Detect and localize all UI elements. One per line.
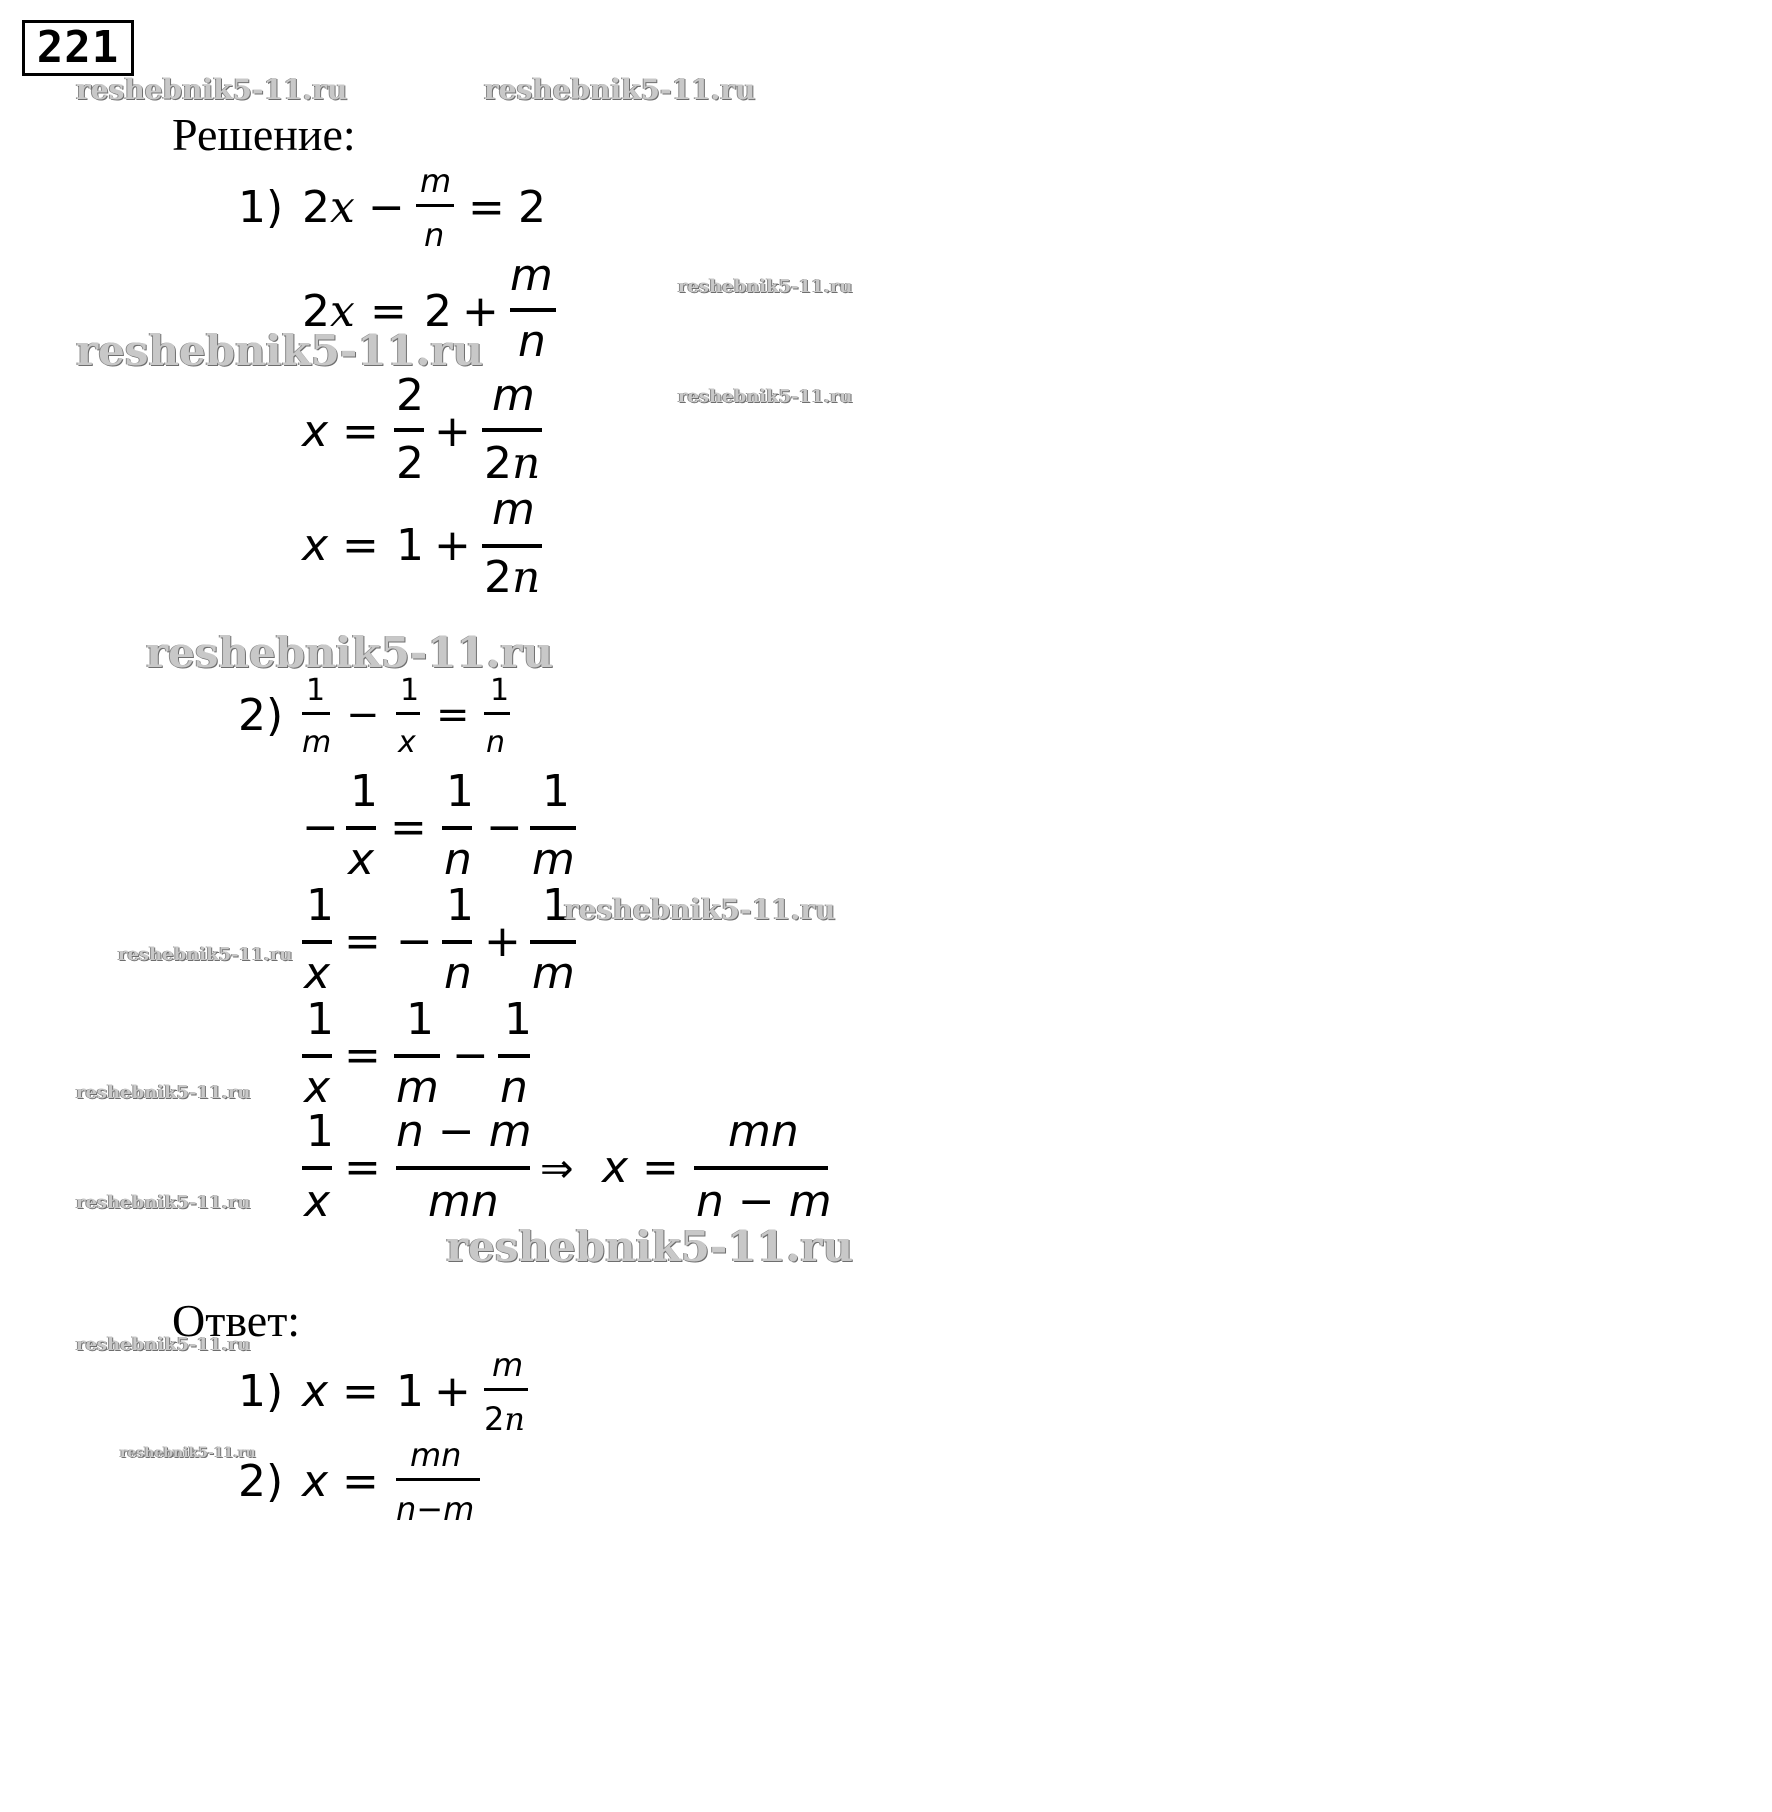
svg-text:1: 1 — [446, 766, 474, 817]
watermark: reshebnik5-11.ru — [76, 1334, 251, 1355]
svg-text:=: = — [342, 520, 379, 571]
watermark: reshebnik5-11.ru — [76, 1192, 251, 1213]
watermark: reshebnik5-11.ru — [446, 1222, 854, 1271]
eq2-line3 — [302, 880, 576, 999]
svg-text:x: x — [602, 1142, 629, 1193]
eq1-line1 — [302, 162, 546, 254]
svg-text:1: 1 — [406, 994, 434, 1045]
svg-text:x: x — [304, 1062, 331, 1113]
eq2-line4 — [302, 994, 532, 1113]
svg-text:+: + — [434, 1366, 471, 1417]
watermark: reshebnik5-11.ru — [678, 276, 853, 297]
svg-text:n: n — [444, 834, 472, 885]
answer-1 — [300, 1346, 528, 1438]
svg-text:x: x — [348, 834, 375, 885]
answer-2 — [300, 1436, 480, 1528]
svg-text:−: − — [452, 1030, 489, 1081]
svg-text:+: + — [434, 520, 471, 571]
svg-text:m: m — [532, 834, 575, 885]
watermark: reshebnik5-11.ru — [120, 1445, 256, 1461]
svg-text:n − m: n − m — [396, 1106, 532, 1157]
svg-text:2: 2 — [424, 286, 452, 337]
watermark: reshebnik5-11.ru — [146, 628, 554, 677]
svg-text:=: = — [436, 692, 470, 738]
svg-text:m: m — [492, 370, 535, 421]
svg-text:1: 1 — [542, 880, 570, 931]
svg-text:2: 2 — [396, 438, 424, 489]
watermark: reshebnik5-11.ru — [564, 893, 836, 926]
svg-text:m: m — [492, 1346, 524, 1384]
svg-text:=: = — [344, 1142, 381, 1193]
watermark: reshebnik5-11.ru — [76, 326, 484, 375]
svg-text:=: = — [344, 1030, 381, 1081]
part-1-label: 1) — [238, 182, 284, 233]
svg-text:−: − — [486, 802, 523, 853]
svg-text:+: + — [484, 916, 521, 967]
svg-text:x: x — [302, 406, 329, 457]
svg-text:−: − — [396, 916, 433, 967]
svg-text:x: x — [304, 1176, 331, 1227]
svg-text:1: 1 — [396, 520, 424, 571]
svg-text:⇒: ⇒ — [540, 1146, 574, 1192]
svg-text:n: n — [444, 948, 472, 999]
svg-text:=: = — [342, 406, 379, 457]
svg-text:m: m — [396, 1062, 439, 1113]
svg-text:x: x — [302, 1366, 329, 1417]
svg-text:1: 1 — [542, 766, 570, 817]
svg-text:=: = — [390, 802, 427, 853]
svg-text:1: 1 — [400, 673, 420, 708]
svg-text:2n: 2n — [484, 1400, 525, 1438]
svg-text:mn: mn — [728, 1106, 799, 1157]
svg-text:m: m — [510, 250, 553, 301]
svg-text:n−m: n−m — [396, 1490, 475, 1528]
watermark: reshebnik5-11.ru — [76, 1082, 251, 1103]
svg-text:1: 1 — [446, 880, 474, 931]
svg-text:mn: mn — [428, 1176, 499, 1227]
eq2-line5 — [302, 1106, 832, 1227]
svg-text:1: 1 — [396, 1366, 424, 1417]
svg-text:x: x — [304, 948, 331, 999]
eq1-line4 — [300, 484, 542, 603]
svg-text:x: x — [398, 725, 416, 760]
svg-text:2n: 2n — [484, 552, 541, 603]
watermark: reshebnik5-11.ru — [76, 73, 348, 106]
svg-text:mn: mn — [410, 1436, 462, 1474]
svg-text:1: 1 — [306, 994, 334, 1045]
svg-text:n: n — [500, 1062, 528, 1113]
svg-text:m: m — [492, 484, 535, 535]
eq1-frac-bar — [416, 204, 454, 207]
svg-text:−: − — [346, 692, 380, 738]
eq1-line3 — [300, 370, 542, 489]
svg-text:n − m: n − m — [696, 1176, 832, 1227]
watermark: reshebnik5-11.ru — [484, 73, 756, 106]
eq2-line1 — [302, 673, 510, 760]
answer-heading: Ответ: — [172, 1295, 301, 1346]
part-2-label: 2) — [238, 690, 284, 741]
svg-text:n: n — [486, 725, 506, 760]
eq1-minus: − — [368, 182, 405, 233]
svg-text:1: 1 — [350, 766, 378, 817]
svg-text:=: = — [344, 916, 381, 967]
svg-text:=: = — [342, 1456, 379, 1507]
svg-text:=: = — [642, 1142, 679, 1193]
svg-text:x: x — [302, 520, 329, 571]
problem-number: 221 — [22, 20, 134, 76]
svg-text:1: 1 — [306, 880, 334, 931]
svg-text:1: 1 — [306, 1106, 334, 1157]
eq2-2x: 2x — [302, 286, 355, 337]
watermark: reshebnik5-11.ru — [118, 944, 293, 965]
svg-text:1: 1 — [490, 673, 510, 708]
svg-text:=: = — [370, 286, 407, 337]
eq1-equals: = — [468, 182, 505, 233]
svg-text:−: − — [302, 802, 339, 853]
watermark: reshebnik5-11.ru — [678, 386, 853, 407]
svg-text:=: = — [342, 1366, 379, 1417]
answer-2-label: 2) — [238, 1456, 284, 1507]
svg-text:n: n — [518, 316, 546, 367]
svg-text:m: m — [532, 948, 575, 999]
svg-text:+: + — [434, 406, 471, 457]
eq2-line2 — [302, 766, 576, 885]
svg-text:+: + — [462, 286, 499, 337]
svg-text:2n: 2n — [484, 438, 541, 489]
answer-1-label: 1) — [238, 1366, 284, 1417]
svg-text:1: 1 — [504, 994, 532, 1045]
eq1-rhs: 2 — [518, 182, 546, 233]
svg-text:m: m — [302, 725, 332, 760]
svg-text:x: x — [302, 1456, 329, 1507]
eq1-frac-num: m — [420, 162, 452, 200]
svg-text:2: 2 — [396, 370, 424, 421]
svg-text:1: 1 — [306, 673, 326, 708]
eq1-frac-den: n — [424, 216, 445, 254]
solution-heading: Решение: — [172, 109, 356, 160]
eq1-2x: 2x — [302, 182, 355, 233]
